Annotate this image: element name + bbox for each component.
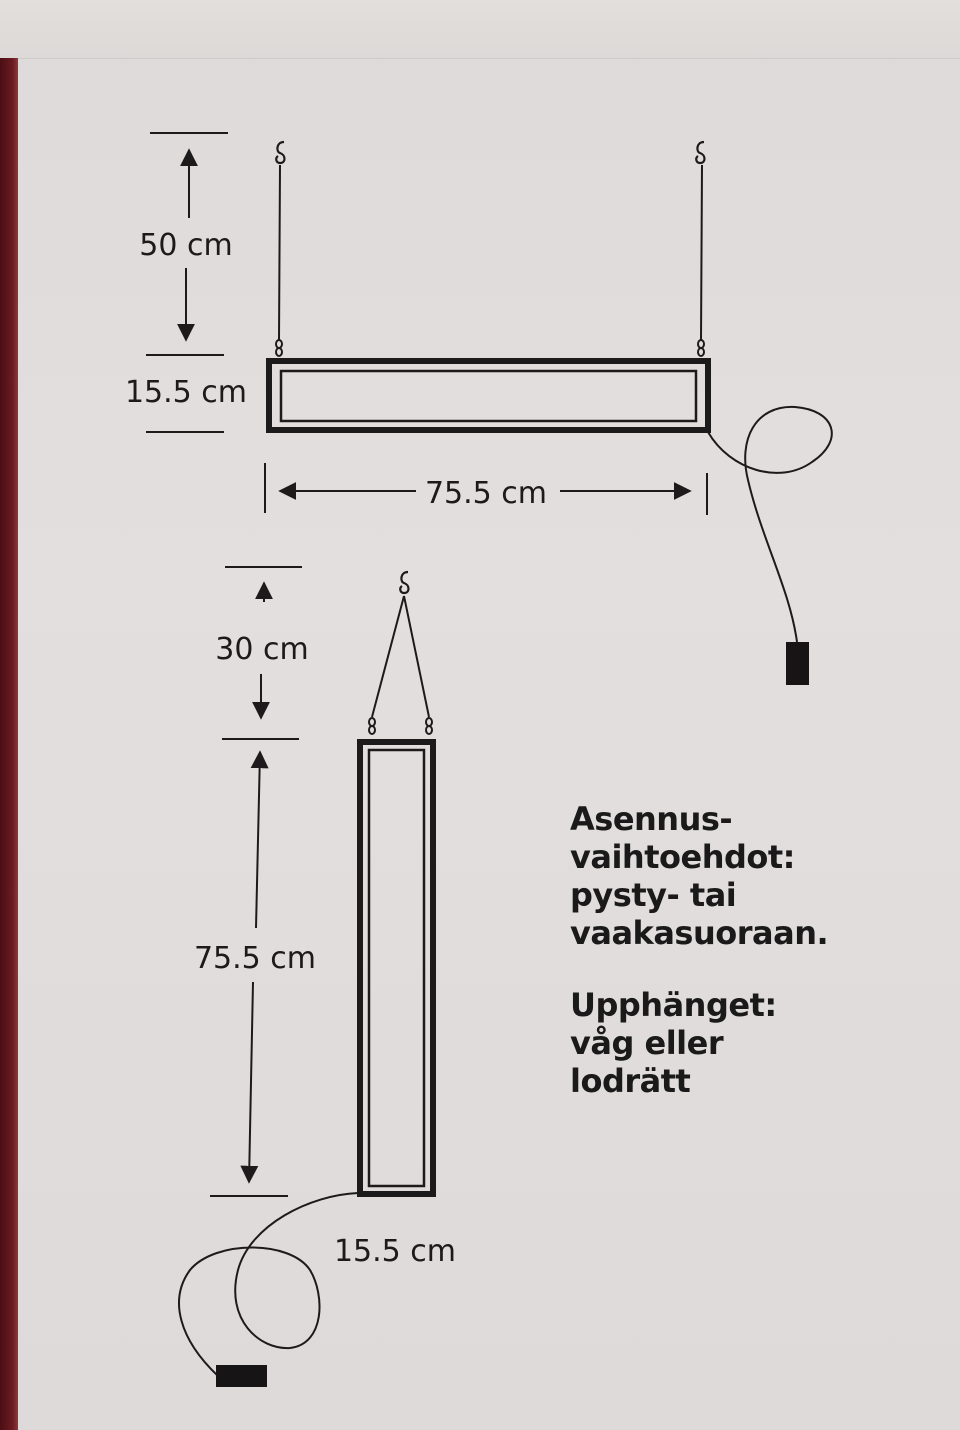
panel-length-label: 75.5 cm [193, 941, 317, 976]
note-line: vaakasuoraan. [570, 914, 829, 952]
vertical-panel [360, 742, 433, 1194]
horizontal-panel [269, 361, 708, 430]
note-line: vaihtoehdot: [570, 838, 795, 876]
hang-height-label: 50 cm [139, 228, 233, 263]
note-line: pysty- tai [570, 876, 737, 914]
panel-width-label: 75.5 cm [424, 476, 548, 511]
note-line: lodrätt [570, 1062, 691, 1100]
vertical-view [179, 567, 456, 1387]
s-hook-icon [400, 572, 408, 593]
power-plug [786, 642, 809, 685]
note-line: våg eller [570, 1024, 724, 1062]
horizontal-view [125, 133, 832, 685]
suspension-wires [276, 165, 704, 356]
power-cable [708, 407, 832, 642]
power-plug [216, 1365, 267, 1387]
panel-height-label: 15.5 cm [124, 375, 248, 410]
swedish-mounting-note [570, 986, 777, 1100]
note-line: Upphänget: [570, 986, 777, 1024]
power-cable [179, 1193, 358, 1376]
v-suspension-wires [369, 596, 432, 734]
vertical-hang-height-label: 30 cm [215, 632, 309, 667]
vertical-panel-width-label: 15.5 cm [333, 1234, 457, 1269]
note-line: Asennus- [570, 800, 733, 838]
s-hook-icon [276, 142, 704, 163]
finnish-mounting-note [570, 800, 828, 952]
